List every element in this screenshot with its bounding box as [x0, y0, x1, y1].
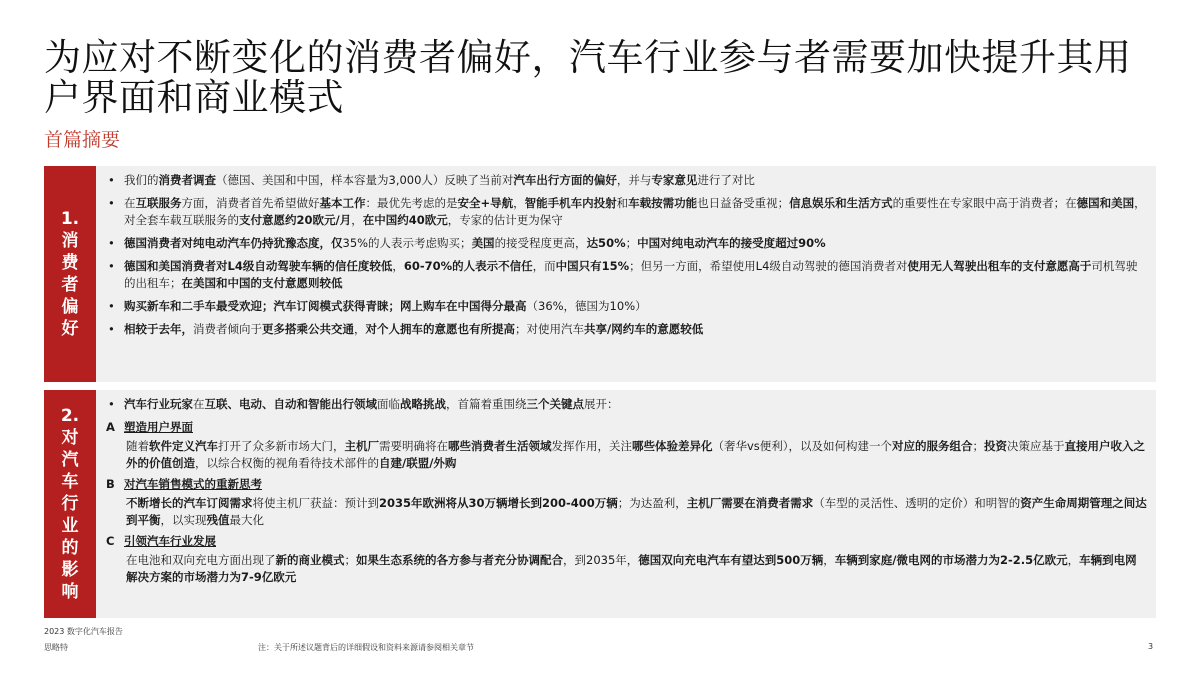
text-run: 我们的 [124, 173, 159, 187]
bullet-item [106, 195, 1148, 229]
text-run: 汽车出行方面的偏好 [513, 173, 617, 187]
text-run: ， [354, 322, 366, 336]
section-consumer-preferences [44, 166, 1156, 382]
text-run: 在 [124, 196, 136, 210]
text-run: 德国消费者对纯电动汽车仍持犹豫态度，仅 [124, 236, 343, 250]
text-run: 支付意愿约20欧元/月 [239, 213, 352, 227]
text-run: 购买新车和二手车最受欢迎；汽车订阅模式获得青睐；网上购车在中国得分最高 [124, 299, 527, 313]
subsection-body [106, 495, 1148, 529]
text-run: ； [344, 553, 356, 567]
text-run: 车辆到电网解决方案的市场潜力为7-9亿欧元 [126, 553, 1137, 584]
text-run: 不断增长的汽车订阅需求 [126, 496, 253, 510]
subsection-heading [106, 419, 1148, 436]
text-run: 互联服务 [135, 196, 182, 210]
text-run: 和 [616, 196, 629, 210]
text-run: 消费者倾向于 [193, 322, 262, 336]
subsection-title: 引领汽车行业发展 [124, 534, 216, 548]
text-run: ，并与 [616, 173, 652, 187]
text-run: ：最优先考虑的是 [365, 196, 458, 210]
text-run: 车辆到家庭/微电网的市场潜力为2-2.5亿欧元 [834, 553, 1068, 567]
text-run: ，到2035年， [563, 553, 639, 567]
text-run: ，专家的估计更为保守 [447, 213, 563, 227]
text-run: 智能手机车内投射 [524, 196, 617, 210]
text-run: 主机厂需要在消费者需求 [686, 496, 814, 510]
section-content-1 [106, 172, 1148, 344]
text-run: ；对使用汽车 [515, 322, 584, 336]
text-run: 随着 [126, 439, 149, 453]
text-run: 直接用户收入之外的价值创造 [126, 439, 1146, 470]
text-run: 35%的人表示考虑购买； [342, 236, 472, 250]
subsection-heading [106, 476, 1148, 493]
text-run: 的重要性在专家眼中高于消费者；在 [892, 196, 1077, 210]
text-run: 自建/联盟/外购 [379, 456, 457, 470]
text-run: 哪些体验差异化 [632, 439, 713, 453]
section-label-char: 消 [61, 231, 79, 251]
text-run: （车型的灵活性、透明的定价）和明智的 [813, 496, 1021, 510]
text-run: 如果生态系统的各方参与者充分协调配合 [356, 553, 563, 567]
text-run: 决策应基于 [1007, 439, 1065, 453]
text-run: 残值 [206, 513, 230, 527]
text-run: ， [513, 196, 525, 210]
text-run: （德国、美国和中国，样本容量为3,000人）反映了当前对 [216, 173, 514, 187]
text-run: ， [392, 259, 404, 273]
section-content-2 [106, 396, 1148, 590]
text-run: 将使主机厂获益：预计到 [252, 496, 379, 510]
subsection-heading [106, 533, 1148, 550]
section-industry-impact [44, 390, 1156, 618]
section-label-2 [44, 390, 96, 618]
text-run: 打开了众多新市场大门， [218, 439, 345, 453]
text-run: 中国对纯电动汽车的接受度超过90% [637, 236, 826, 250]
text-run: 最大化 [229, 513, 264, 527]
text-run: 三个关键点 [526, 397, 584, 411]
text-run: ； [972, 439, 985, 453]
text-run: 达50% [586, 236, 626, 250]
text-run: 资产生命周期管理之间达到平衡 [126, 496, 1147, 527]
section-label-char: 响 [61, 582, 79, 602]
text-run: 在中国约40欧元 [362, 213, 448, 227]
text-run: 德国和美国 [1076, 196, 1135, 210]
text-run: 展开： [584, 397, 619, 411]
text-run: ；为达盈利， [617, 496, 687, 510]
bullet-item [106, 321, 1148, 338]
bullet-item [106, 298, 1148, 315]
subsection-body [106, 438, 1148, 472]
text-run: 对个人拥车的意愿也有所提高 [365, 322, 515, 336]
section-label-char: 者 [61, 275, 79, 295]
text-run: 主机厂 [344, 439, 379, 453]
section-label-char: 偏 [61, 297, 79, 317]
text-run: ，而 [532, 259, 556, 273]
bullet-item [106, 258, 1148, 292]
text-run: ， [823, 553, 835, 567]
text-run: 在电池和双向充电方面出现了 [126, 553, 276, 567]
text-run: 消费者调查 [158, 173, 216, 187]
text-run: ，以综合权衡的视角看待技术部件的 [195, 456, 379, 470]
text-run: 软件定义汽车 [149, 439, 218, 453]
text-run: 共享/网约车的意愿较低 [584, 322, 704, 336]
text-run: 基本工作 [319, 196, 366, 210]
section-label-char: 1. [60, 209, 80, 229]
text-run: 互联、电动、自动和智能出行领域 [204, 397, 377, 411]
section-label-char: 车 [61, 472, 79, 492]
text-run: 德国双向充电汽车有望达到500万辆 [638, 553, 824, 567]
text-run: ， [1067, 553, 1080, 567]
section-label-char: 好 [61, 319, 79, 339]
text-run: 面临 [377, 397, 400, 411]
text-run: 专家意见 [651, 173, 698, 187]
text-run: 方面，消费者首先希望做好 [181, 196, 320, 210]
text-run: 哪些消费者生活领域 [448, 439, 552, 453]
text-run: 进行了对比 [697, 173, 755, 187]
text-run: 车载按需功能 [628, 196, 698, 210]
text-run: （36%，德国为10%） [526, 299, 647, 313]
text-run: 美国 [471, 236, 495, 250]
text-run: ；但另一方面，希望使用L4级自动驾驶的德国消费者对 [629, 259, 908, 273]
text-run: 中国只有15% [555, 259, 630, 273]
text-run: 更多搭乘公共交通 [262, 322, 354, 336]
page-number: 3 [1148, 642, 1154, 651]
text-run: 德国和美国消费者对L4级自动驾驶车辆的信任度较低 [124, 259, 393, 273]
page-subtitle: 首篇摘要 [44, 129, 121, 151]
section-label-char: 影 [61, 560, 79, 580]
text-run: 安全+导航 [457, 196, 514, 210]
subsection-letter: A [106, 420, 115, 434]
footer-report-name: 2023 数字化汽车报告 [44, 627, 123, 636]
text-run: 对应的服务组合 [892, 439, 973, 453]
text-run: ， [351, 213, 363, 227]
section-label-char: 对 [61, 428, 79, 448]
text-run: 的接受程度更高， [494, 236, 587, 250]
text-run: 在美国和中国的支付意愿则较低 [181, 276, 343, 290]
subsection-letter: B [106, 477, 115, 491]
text-run: （奢华vs便利），以及如何构建一个 [712, 439, 893, 453]
section-label-char: 汽 [61, 450, 79, 470]
text-run: 60-70%的人表示不信任 [403, 259, 533, 273]
text-run: 信息娱乐和生活方式 [789, 196, 893, 210]
text-run: 发挥作用，关注 [551, 439, 632, 453]
section-label-char: 业 [61, 516, 79, 536]
subsection-title: 塑造用户界面 [124, 420, 193, 434]
text-run: 也日益备受重视； [697, 196, 790, 210]
bullet-item [106, 172, 1148, 189]
text-run: ，以实现 [160, 513, 207, 527]
text-run: 需要明确将在 [379, 439, 448, 453]
subsection-letter: C [106, 534, 115, 548]
text-run: 投资 [984, 439, 1008, 453]
footer-note: 注：关于所述议题背后的详细假设和资料来源请参阅相关章节 [258, 643, 474, 652]
bullet-item [106, 235, 1148, 252]
page-title: 为应对不断变化的消费者偏好，汽车行业参与者需要加快提升其用户界面和商业模式 [44, 36, 1132, 119]
section-label-char: 费 [61, 253, 79, 273]
text-run: ，对全套车载互联服务的 [124, 196, 1146, 227]
intro-bullet [106, 396, 1148, 413]
text-run: 2035年欧洲将从30万辆增长到200-400万辆 [379, 496, 618, 510]
text-run: ； [625, 236, 638, 250]
footer-company: 思略特 [44, 643, 68, 652]
text-run: 在 [193, 397, 205, 411]
text-run: 使用无人驾驶出租车的支付意愿高于 [907, 259, 1092, 273]
text-run: 汽车行业玩家 [124, 397, 193, 411]
subsection-title: 对汽车销售模式的重新思考 [124, 477, 262, 491]
text-run: 相较于去年， [124, 322, 193, 336]
section-label-char: 2. [60, 406, 80, 426]
text-run: 战略挑战 [400, 397, 446, 411]
text-run: 新的商业模式 [275, 553, 345, 567]
section-label-char: 行 [61, 494, 79, 514]
subsection-body [106, 552, 1148, 586]
section-label-1 [44, 166, 96, 382]
text-run: 司机驾驶的出租车； [124, 259, 1138, 290]
section-label-char: 的 [61, 538, 79, 558]
text-run: ，首篇着重围绕 [446, 397, 527, 411]
